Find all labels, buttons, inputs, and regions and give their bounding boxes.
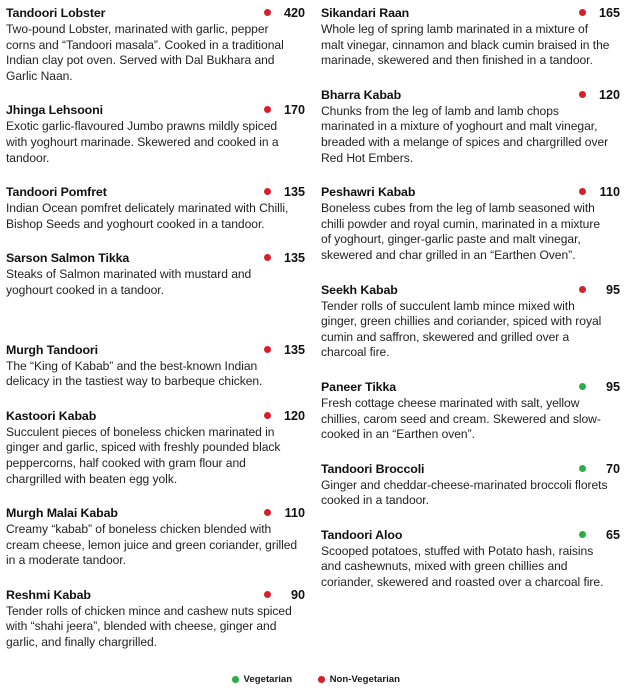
- menu-column-left: [6, 6, 305, 670]
- menu-item-header: [321, 528, 620, 543]
- menu-item[interactable]: [6, 588, 305, 651]
- non-vegetarian-dot-icon: [579, 188, 586, 195]
- menu-item-description: Ginger and cheddar-cheese-marinated broccoli florets cooked in a tandoor.: [321, 477, 608, 508]
- menu-item-description: Tender rolls of succulent lamb mince mixed with ginger, green chillies and coriander, spiced with royal cumin and saffron, skewered and grilled over a charcoal fire.: [321, 298, 602, 360]
- menu-item-header: [321, 88, 620, 103]
- menu-item-header: [6, 409, 305, 424]
- non-vegetarian-dot-icon: [264, 9, 271, 16]
- menu-item-price: 165: [598, 6, 620, 20]
- menu-item-header: [6, 6, 305, 21]
- menu-item-price: 110: [599, 185, 620, 200]
- menu-item-description: Chunks from the leg of lamb and lamb chops marinated in a mixture of yoghourt and malt vinegar, breaded with a melange of spices and chargrilled over Red Hot Embers.: [321, 103, 609, 165]
- menu-item-header: [321, 6, 620, 21]
- menu-item-name: Tandoori Broccoli: [321, 461, 425, 476]
- menu-item[interactable]: [321, 283, 620, 361]
- menu-item-name: Seekh Kabab: [321, 282, 398, 297]
- non-vegetarian-dot-icon: [318, 676, 325, 683]
- legend-entry-vegetarian: [232, 674, 292, 685]
- legend-entry-non-vegetarian: [318, 674, 400, 685]
- menu-item-description: Scooped potatoes, stuffed with Potato hash, raisins and cashewnuts, mixed with green chillies and coriander, skewered and roasted over a charcoal fire.: [321, 543, 604, 590]
- menu-item-header: [321, 462, 620, 477]
- menu-item-description: Creamy “kabab” of boneless chicken blended with cream cheese, lemon juice and green coriander, grilled in a moderate tandoor.: [6, 522, 298, 568]
- non-vegetarian-dot-icon: [264, 346, 271, 353]
- menu-item-header: [6, 185, 305, 200]
- menu-item[interactable]: [321, 528, 620, 591]
- menu-item-description: Fresh cottage cheese marinated with salt, yellow chillies, carom seed and cream. Skewered and slow-cooked in an “Earthen oven”.: [321, 395, 601, 442]
- menu-item-name: Jhinga Lehsooni: [6, 103, 103, 118]
- menu-item-name: Murgh Malai Kabab: [6, 506, 118, 521]
- menu-item-price: 90: [290, 587, 305, 602]
- menu-item-description: Steaks of Salmon marinated with mustard and yoghourt cooked in a tandoor.: [6, 267, 252, 297]
- menu-item-price: 120: [598, 87, 620, 102]
- menu-item-name: Bharra Kabab: [321, 87, 402, 102]
- menu-item-price: 135: [283, 251, 305, 266]
- menu-item-description: Two-pound Lobster, marinated with garlic, pepper corns and “Tandoori masala”. Cooked in a traditional Indian clay pot oven. Served with Dal Bukhara and Garlic Naan.: [6, 22, 284, 83]
- menu-column-right: [321, 6, 620, 610]
- menu-item-header: [6, 251, 305, 266]
- menu-columns: [6, 6, 626, 670]
- non-vegetarian-dot-icon: [579, 286, 586, 293]
- menu-item-price: 170: [283, 103, 305, 118]
- non-vegetarian-dot-icon: [264, 188, 271, 195]
- menu-item[interactable]: [6, 6, 305, 84]
- menu-item-header: [6, 506, 305, 521]
- menu-item[interactable]: [321, 380, 620, 443]
- menu-item-description: Exotic garlic-flavoured Jumbo prawns mildly spiced with yoghourt marinade. Skewered and cooked in a tandoor.: [6, 119, 279, 165]
- menu-item-name: Tandoori Aloo: [321, 527, 403, 542]
- menu-item[interactable]: [321, 462, 620, 509]
- menu-item-name: Kastoori Kabab: [6, 408, 97, 423]
- menu-item[interactable]: [321, 88, 620, 166]
- menu-item[interactable]: [321, 185, 620, 263]
- vegetarian-dot-icon: [579, 465, 586, 472]
- menu-item-price: 135: [283, 342, 305, 357]
- menu-item-description: Indian Ocean pomfret delicately marinated with Chilli, Bishop Seeds and yoghourt cooked in a tandoor.: [6, 201, 289, 231]
- menu-item-name: Peshawri Kabab: [321, 185, 416, 200]
- menu-item-header: [321, 185, 620, 200]
- menu-item-name: Reshmi Kabab: [6, 587, 91, 602]
- menu-item[interactable]: [6, 343, 305, 390]
- menu-item-price: 95: [605, 282, 620, 297]
- menu-item-price: 110: [284, 506, 305, 521]
- vegetarian-dot-icon: [579, 531, 586, 538]
- diet-legend: [0, 674, 632, 685]
- menu-item-price: 65: [605, 527, 620, 542]
- non-vegetarian-dot-icon: [264, 254, 271, 261]
- menu-item-header: [321, 380, 620, 395]
- menu-item[interactable]: [6, 506, 305, 569]
- menu-item[interactable]: [6, 103, 305, 166]
- menu-item-name: Tandoori Pomfret: [6, 185, 107, 200]
- menu-item-price: 420: [283, 6, 305, 20]
- menu-item-price: 95: [605, 379, 620, 394]
- non-vegetarian-dot-icon: [264, 591, 271, 598]
- menu-item-description: Succulent pieces of boneless chicken marinated in ginger and garlic, spiced with freshly pounded black peppercorns, half cooked with gram flour and chargrilled with beaten egg yolk.: [6, 424, 281, 486]
- menu-item[interactable]: [6, 251, 305, 298]
- legend-label-vegetarian: Vegetarian: [243, 674, 293, 685]
- menu-item-header: [6, 588, 305, 603]
- vegetarian-dot-icon: [232, 676, 239, 683]
- menu-item-name: Paneer Tikka: [321, 379, 397, 394]
- non-vegetarian-dot-icon: [264, 509, 271, 516]
- menu-item-description: Tender rolls of chicken mince and cashew nuts spiced with “shahi jeera”, blended with cheese, ginger and garlic, and finally chargrilled.: [6, 603, 292, 650]
- menu-item-header: [321, 283, 620, 298]
- menu-item-price: 120: [283, 408, 305, 423]
- menu-item[interactable]: [321, 6, 620, 69]
- menu-item-name: Sarson Salmon Tikka: [6, 251, 130, 266]
- menu-item-header: [6, 103, 305, 118]
- menu-item-price: 70: [605, 461, 620, 476]
- menu-item-header: [6, 343, 305, 358]
- legend-label-non-vegetarian: Non-Vegetarian: [329, 674, 400, 685]
- non-vegetarian-dot-icon: [264, 412, 271, 419]
- vegetarian-dot-icon: [579, 383, 586, 390]
- menu-item-price: 135: [283, 185, 305, 200]
- menu-item-description: The “King of Kabab” and the best-known Indian delicacy in the tastiest way to barbeque chicken.: [6, 358, 263, 389]
- menu-item-name: Tandoori Lobster: [6, 6, 106, 20]
- menu-item-description: Boneless cubes from the leg of lamb seasoned with chilli powder and royal cumin, marinated in a mixture of yoghourt, ginger-garlic paste and malt vinegar, skewered and char grilled in an “Earthen Oven”.: [321, 201, 600, 262]
- menu-item[interactable]: [6, 409, 305, 487]
- menu-item-name: Sikandari Raan: [321, 6, 410, 20]
- menu-item-name: Murgh Tandoori: [6, 342, 98, 357]
- non-vegetarian-dot-icon: [579, 91, 586, 98]
- non-vegetarian-dot-icon: [579, 9, 586, 16]
- non-vegetarian-dot-icon: [264, 106, 271, 113]
- menu-item[interactable]: [6, 185, 305, 232]
- menu-item-description: Whole leg of spring lamb marinated in a mixture of malt vinegar, cinnamon and black cumin braised in the marinade, skewered and then finished in a tandoor.: [321, 22, 610, 68]
